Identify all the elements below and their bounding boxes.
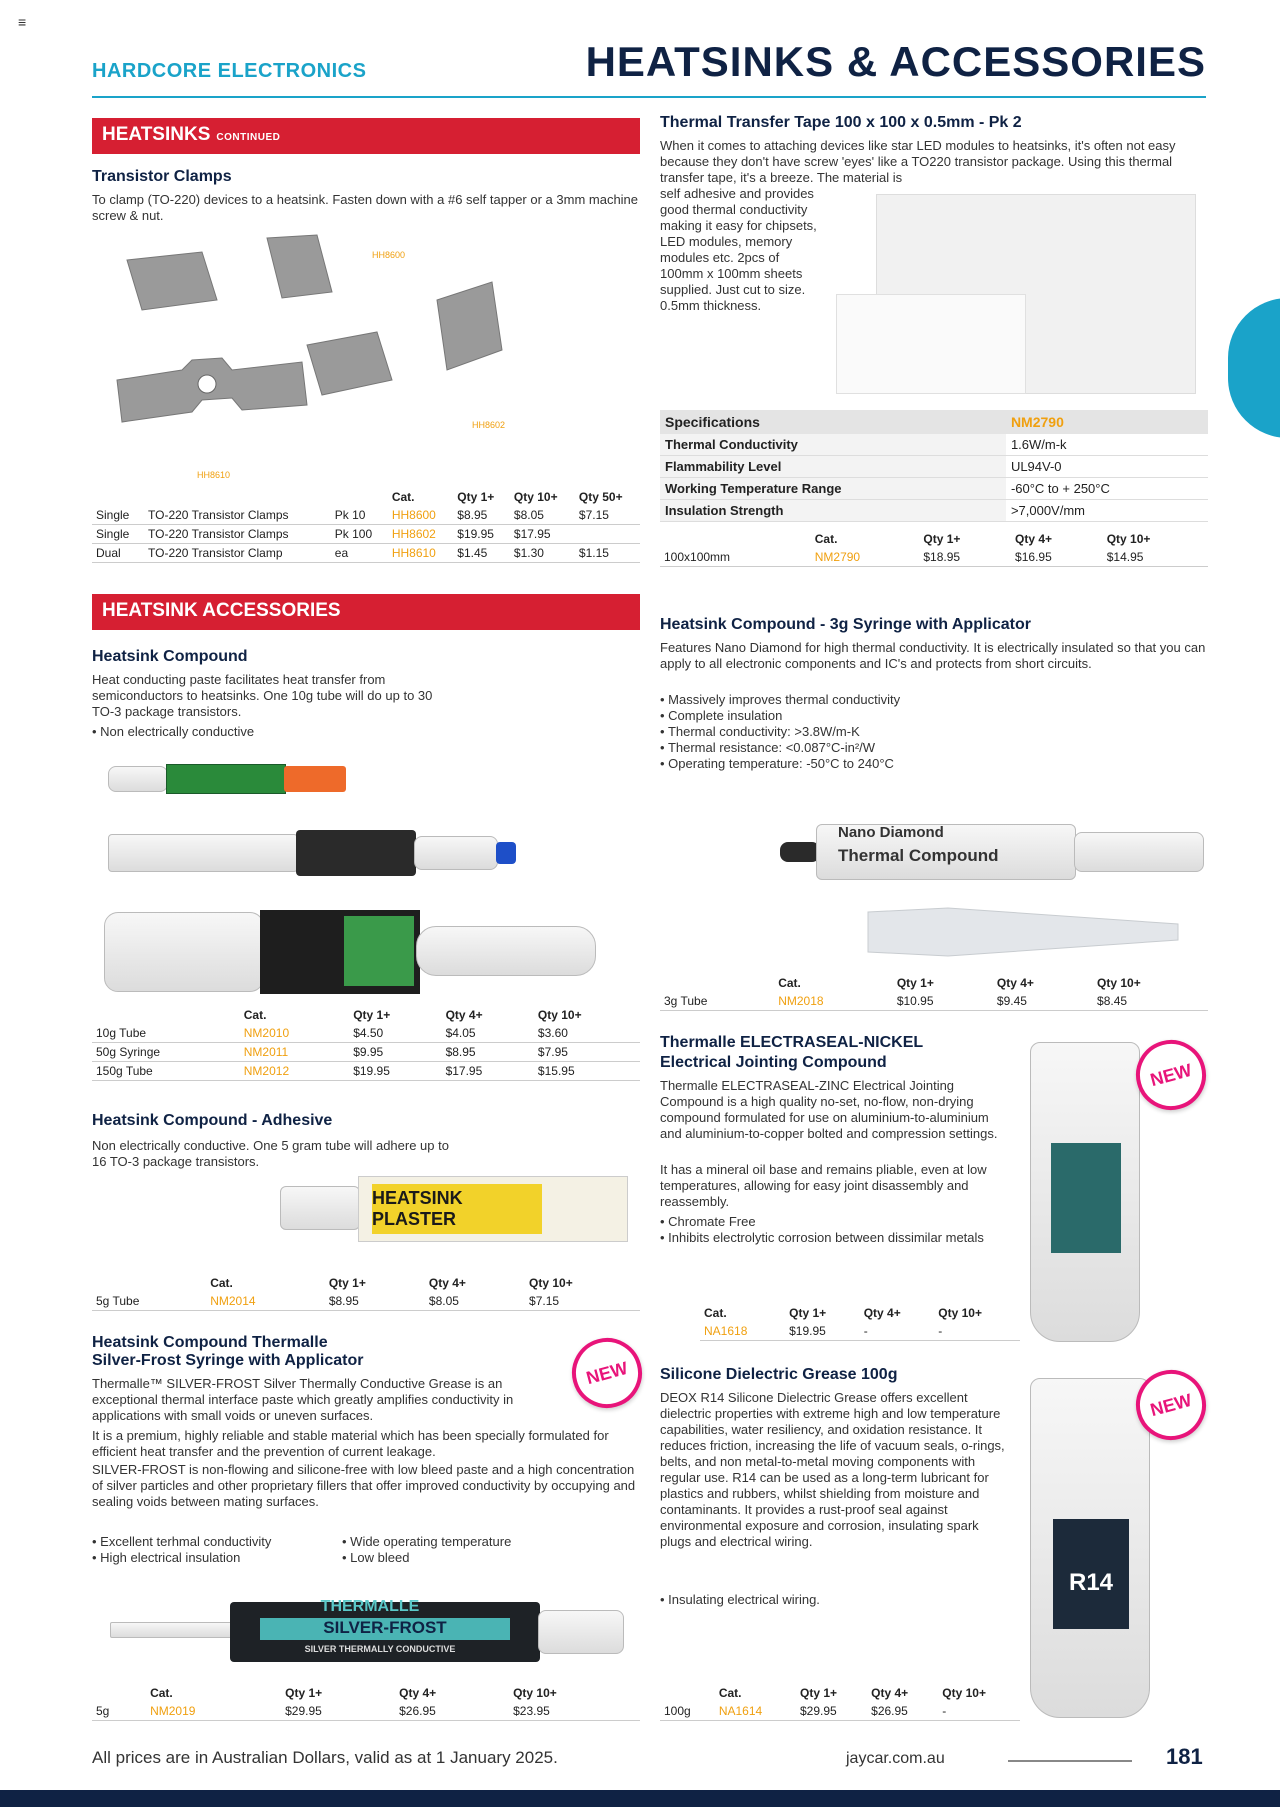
tape-title: Thermal Transfer Tape 100 x 100 x 0.5mm - Pk 2	[660, 114, 1022, 131]
bullet-item: • Excellent terhmal conductivity	[92, 1534, 271, 1550]
electraseal-p1: Thermalle ELECTRASEAL-ZINC Electrical Jointing Compound is a high quality no-set, no-flow, non-drying compound formulated for use on aluminium-to-aluminium and aluminium-to-copper bolted and compression settings.	[660, 1078, 998, 1141]
applicator-spatula-image	[858, 904, 1188, 960]
silverfrost-table	[92, 1684, 640, 1721]
bullet-item: • Chromate Free	[660, 1214, 990, 1230]
adhesive-desc: Non electrically conductive. One 5 gram tube will adhere up to 16 TO-3 package transistors.	[92, 1138, 449, 1169]
title-divider	[92, 96, 1206, 98]
adhesive-table	[92, 1274, 640, 1311]
table-row: 100g NA1614 $29.95 $26.95 -	[660, 1702, 1020, 1721]
table-row: Flammability Level UL94V-0	[660, 456, 1208, 478]
r14-desc: DEOX R14 Silicone Dielectric Grease offers excellent dielectric properties with extreme high and low temperature capabilities, water resiliency, and oxidation resistance. It reduces friction, increasing the life of vacuum seals, o-rings, belts, and non metal-to-metal moving components with regular use. R14 can be used as a long-term lubricant for plastics and rubbers, whilst shielding from moisture and contaminants. It provides a rust-proof seal against environmental exposure and corrosion, insulating spark plugs and electrical wiring.	[660, 1390, 1005, 1549]
table-row: 10g Tube NM2010 $4.50 $4.05 $3.60	[92, 1024, 640, 1043]
syringe-sub-label: SILVER THERMALLY CONDUCTIVE	[304, 1644, 456, 1654]
adhesive-tube-label: HEATSINK PLASTER	[372, 1184, 542, 1234]
silverfrost-title-1: Heatsink Compound Thermalle	[92, 1334, 328, 1351]
compound-syringe-50g-image	[108, 830, 518, 876]
heatsink-compound-bullets	[92, 724, 254, 740]
table-row: Single TO-220 Transistor Clamps Pk 100 HH8602 $19.95 $17.95	[92, 525, 640, 544]
table-row: 150g Tube NM2012 $19.95 $17.95 $15.95	[92, 1062, 640, 1081]
compound-tube-10g-image	[108, 762, 348, 796]
table-row: Thermal Conductivity 1.6W/m-k	[660, 434, 1208, 456]
electraseal-tube-image	[1030, 1042, 1140, 1342]
r14-table	[660, 1684, 1020, 1721]
syringe-brand-label: THERMALLE	[320, 1598, 420, 1615]
bullet-item: • High electrical insulation	[92, 1550, 271, 1566]
table-header: Cat. Qty 1+ Qty 10+ Qty 50+	[391, 490, 623, 504]
table-row: Dual TO-220 Transistor Clamp ea HH8610 $1.45 $1.30 $1.15	[92, 544, 640, 563]
table-header: Cat. Qty 1+ Qty 4+ Qty 10+	[718, 1686, 986, 1700]
clamp-label-1: HH8600	[372, 250, 406, 260]
section-accessories-bar: HEATSINK ACCESSORIES	[92, 594, 640, 630]
compound-tube-150g-image	[104, 906, 594, 996]
table-header: Specifications NM2790	[660, 410, 1208, 434]
r14-bullets	[660, 1592, 990, 1608]
nano-diamond-syringe-image	[780, 820, 1210, 890]
footer-url[interactable]: jaycar.com.au	[846, 1750, 945, 1767]
tape-p2: self adhesive and provides good thermal conductivity making it easy for chipsets, LED modules, memory modules etc. 2pcs of 100mm x 100mm sheets supplied. Just cut to size. 0.5mm thickness.	[660, 186, 817, 313]
electraseal-title-2: Electrical Jointing Compound	[660, 1054, 887, 1071]
heatsink-compound-title: Heatsink Compound	[92, 648, 248, 665]
electraseal-bullets	[660, 1214, 990, 1246]
bullet-item: • Non electrically conductive	[92, 724, 254, 740]
bullet-item: • Low bleed	[342, 1550, 511, 1566]
brand-label: HARDCORE ELECTRONICS	[92, 60, 367, 82]
footer-note: All prices are in Australian Dollars, valid as at 1 January 2025.	[92, 1748, 558, 1767]
table-row: 100x100mm NM2790 $18.95 $16.95 $14.95	[660, 548, 1208, 567]
table-row: 3g Tube NM2018 $10.95 $9.45 $8.45	[660, 992, 1208, 1011]
r14-tube-label: R14	[1068, 1569, 1114, 1596]
section-heatsinks-title: HEATSINKS	[102, 124, 211, 145]
silverfrost-bullets-b	[342, 1534, 511, 1566]
adhesive-tube-image	[280, 1172, 630, 1246]
table-header: Cat. Qty 1+ Qty 4+ Qty 10+	[150, 1686, 557, 1700]
bullet-item: • Insulating electrical wiring.	[660, 1592, 990, 1608]
thermal-tape-image	[836, 194, 1196, 400]
syringe3g-label-1: Nano Diamond	[838, 824, 944, 841]
table-header: Cat. Qty 1+ Qty 4+ Qty 10+	[243, 1008, 582, 1022]
heatsink-compound-table	[92, 1006, 640, 1081]
transistor-clamps-table	[92, 488, 640, 563]
r14-title: Silicone Dielectric Grease 100g	[660, 1366, 898, 1383]
page-title: HEATSINKS & ACCESSORIES	[585, 38, 1206, 85]
section-continued-label: CONTINUED	[216, 132, 281, 143]
bullet-item: • Operating temperature: -50°C to 240°C	[660, 756, 960, 772]
new-badge: NEW	[1128, 1032, 1214, 1118]
tape-p1: When it comes to attaching devices like star LED modules to heatsinks, it's often not easy because they don't have screw 'eyes' like a TO220 transistor package. Using this thermal transfer tape, it's a breeze. The material is	[660, 138, 1176, 185]
syringe3g-label-2: Thermal Compound	[838, 846, 999, 865]
silverfrost-p3: SILVER-FROST is non-flowing and silicone-free with low bleed paste and a high concentration of silver particles and other proprietary fillers that offer improved conductivity by occupying and sealing voids between mating surfaces.	[92, 1462, 636, 1509]
silverfrost-syringe-image	[110, 1596, 630, 1666]
adhesive-title: Heatsink Compound - Adhesive	[92, 1112, 333, 1129]
table-header: Cat. Qty 1+ Qty 4+ Qty 10+	[210, 1276, 573, 1290]
table-row: 50g Syringe NM2011 $9.95 $8.95 $7.95	[92, 1043, 640, 1062]
bullet-item: • Thermal conductivity: >3.8W/m-K	[660, 724, 960, 740]
bullet-item: • Thermal resistance: <0.087°C-in²/W	[660, 740, 960, 756]
transistor-clamps-image	[92, 230, 640, 480]
bullet-item: • Complete insulation	[660, 708, 960, 724]
silverfrost-p2: It is a premium, highly reliable and stable material which has been specially formulated for efficient heat transfer and the prevention of current leakage.	[92, 1428, 609, 1459]
table-header: Cat. Qty 1+ Qty 4+ Qty 10+	[778, 976, 1141, 990]
table-row: Working Temperature Range -60°C to + 250°C	[660, 478, 1208, 500]
electraseal-title-1: Thermalle ELECTRASEAL-NICKEL	[660, 1034, 924, 1051]
page-number: 181	[1166, 1744, 1203, 1769]
table-header: Cat. Qty 1+ Qty 4+ Qty 10+	[704, 1306, 982, 1320]
bullet-item: • Massively improves thermal conductivity	[660, 692, 960, 708]
silverfrost-title-2: Silver-Frost Syringe with Applicator	[92, 1352, 364, 1369]
syringe-product-label: SILVER-FROST	[260, 1618, 510, 1640]
table-row: 5g NM2019 $29.95 $26.95 $23.95	[92, 1702, 640, 1721]
clamp-label-3: HH8610	[197, 470, 231, 480]
r14-tube-image	[1030, 1378, 1150, 1718]
tape-spec-table	[660, 410, 1208, 522]
electraseal-p2: It has a mineral oil base and remains pliable, even at low temperatures, allowing for easy joint disassembly and reassembly.	[660, 1162, 987, 1209]
section-heatsinks-bar	[92, 118, 640, 154]
table-row: Insulation Strength >7,000V/mm	[660, 500, 1208, 522]
silverfrost-p1: Thermalle™ SILVER-FROST Silver Thermally Conductive Grease is an exceptional thermal interface paste which greatly amplifies conductivity in applications with small voids or uneven surfaces.	[92, 1376, 514, 1423]
syringe3g-desc: Features Nano Diamond for high thermal conductivity. It is electrically insulated so that you can apply to all electronic components and IC's and protects from short circuits.	[660, 640, 1206, 671]
footer-bar	[0, 1790, 1280, 1807]
bullet-item: • Wide operating temperature	[342, 1534, 511, 1550]
side-tab[interactable]	[1228, 298, 1280, 438]
new-badge: NEW	[564, 1330, 650, 1416]
syringe3g-bullets	[660, 692, 960, 772]
table-header: Cat. Qty 1+ Qty 4+ Qty 10+	[814, 532, 1151, 546]
bullet-item: • Inhibits electrolytic corrosion between dissimilar metals	[660, 1230, 990, 1246]
electraseal-table	[700, 1304, 1020, 1341]
clamp-label-2: HH8602	[472, 420, 506, 430]
silverfrost-bullets-a	[92, 1534, 271, 1566]
syringe3g-table	[660, 974, 1208, 1011]
heatsink-compound-desc: Heat conducting paste facilitates heat transfer from semiconductors to heatsinks. One 10g tube will do up to 30 TO-3 package transistors.	[92, 672, 433, 719]
menu-icon[interactable]: ≡	[18, 14, 27, 30]
syringe3g-title: Heatsink Compound - 3g Syringe with Applicator	[660, 616, 1031, 633]
footer-divider	[1008, 1760, 1132, 1762]
tape-price-table	[660, 530, 1208, 567]
table-row: Single TO-220 Transistor Clamps Pk 10 HH8600 $8.95 $8.05 $7.15	[92, 506, 640, 525]
table-row: 5g Tube NM2014 $8.95 $8.05 $7.15	[92, 1292, 640, 1311]
new-badge: NEW	[1128, 1362, 1214, 1448]
table-row: NA1618 $19.95 - -	[700, 1322, 1020, 1341]
transistor-clamps-title: Transistor Clamps	[92, 168, 232, 185]
transistor-clamps-desc: To clamp (TO-220) devices to a heatsink. Fasten down with a #6 self tapper or a 3mm machine screw & nut.	[92, 192, 639, 223]
